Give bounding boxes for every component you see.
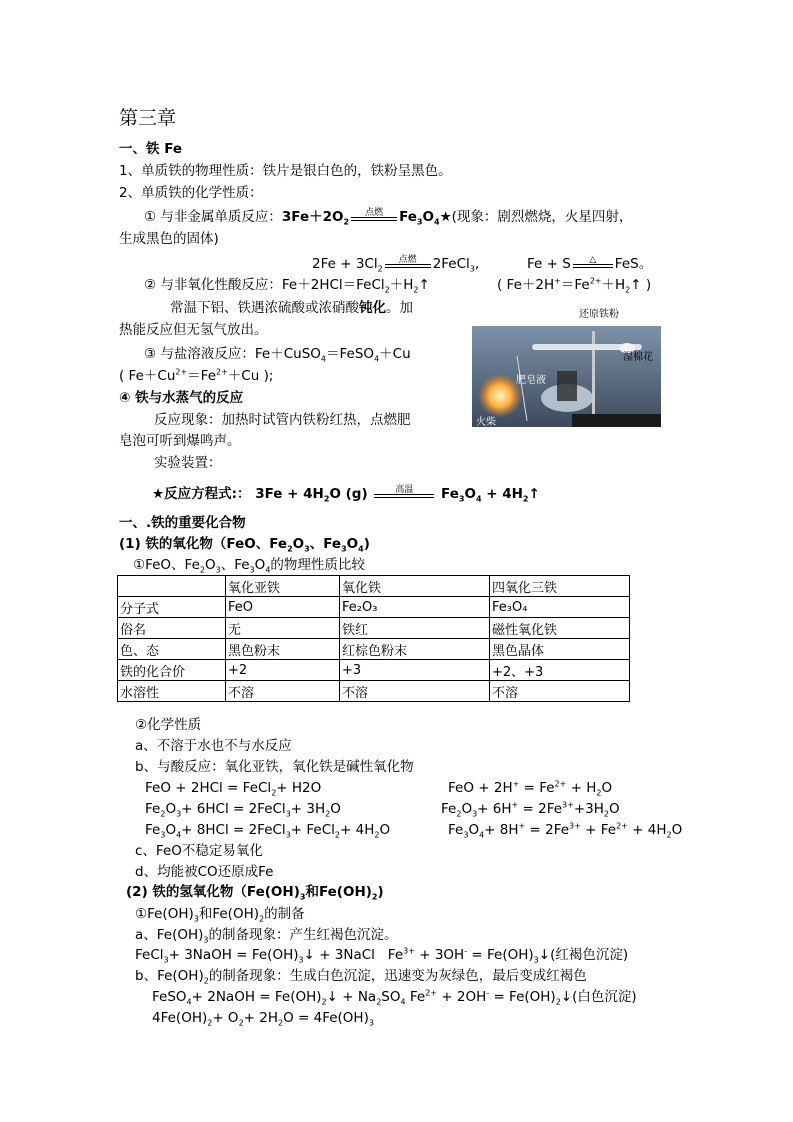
reaction-acid-equation: $Fe+2HCl=FeCl_2+H_2↑$ xyxy=(281,277,430,295)
photo-label-soap-solution: 肥皂液 xyxy=(516,375,546,386)
passivation-line2: 热能反应但无氢气放出。 xyxy=(119,322,268,338)
equation-feo-hcl: FeO + 2HCl = FeCl$_2$+ H2O xyxy=(145,780,322,798)
equation-iron-chlorine: $2Fe + 3Cl_2$ 点燃 2FeCl$_3$, xyxy=(312,255,480,274)
equation-fe2o3-hcl: $Fe_2O_3+ 6HCl$ = 2FeCl$_3$+ $3H_2O$ xyxy=(145,801,341,819)
table-cell: Fe₂O₃ xyxy=(340,597,490,618)
table-header-cell xyxy=(118,576,226,597)
item-a2: a、$Fe(OH)_3$的制备现象：产生红褐色沉淀。 xyxy=(135,927,398,945)
table-cell: 俗名 xyxy=(118,618,226,639)
table-header-cell: 四氧化三铁 xyxy=(490,576,630,597)
reaction-phenomenon: 反应现象：加热时试管内铁粉红热，点燃肥 xyxy=(154,412,411,428)
chapter-title: 第三章 xyxy=(119,107,177,129)
table-cell: 磁性氧化铁 xyxy=(490,618,630,639)
table-cell: 不溶 xyxy=(226,681,340,702)
photo-label-match: 火柴 xyxy=(476,417,496,428)
reaction-steam-heading: ④ 铁与水蒸气的反应 xyxy=(119,390,244,406)
compounds-heading: 一、.铁的重要化合物 xyxy=(119,515,246,531)
table-row xyxy=(118,681,630,702)
section-heading-iron: 一、铁 Fe xyxy=(119,141,183,157)
equation-fecl3-naoh: FeCl$_3$+ 3NaOH = $Fe(OH)_3↓$ + 3NaCl $Fe^{3+} + 3OH^-$ = $Fe(OH)_3↓$(红褐色沉淀) xyxy=(135,946,629,965)
reaction-salt-equation: Fe＋CuSO$_4$＝FeSO$_4$＋Cu xyxy=(254,346,411,364)
photo-label-wet-cotton: 湿棉花 xyxy=(623,352,653,363)
equation-fe3o4-ionic: $Fe_3O_4+ 8H^+ = 2Fe^{3+} + Fe^{2+} + 4H_2O$ xyxy=(448,821,683,840)
passivation-note: 常温下铝、铁遇浓硫酸或浓硝酸钝化。加 xyxy=(170,300,413,316)
table-cell: Fe₃O₄ xyxy=(490,597,630,618)
reaction-acid-ionic: ( $Fe+2H^+=Fe^{2+}+H_2↑$ ) xyxy=(497,276,652,295)
table-header-cell: 氧化铁 xyxy=(340,576,490,597)
item-a: a、不溶于水也不与水反应 xyxy=(135,738,292,754)
table-row xyxy=(118,597,630,618)
reaction-salt xyxy=(144,345,411,363)
equation-fe3o4-hcl: $Fe_3O_4+ 8HCl$ = 2FeCl$_3$+ FeCl$_2$+ $4H_2O$ xyxy=(145,822,391,840)
oxides-heading: (1) 铁的氧化物（FeO、$Fe_2O_3$、$Fe_3O_4$) xyxy=(119,536,370,554)
equation-feso4-naoh: FeSO$_4$+ 2NaOH = $Fe(OH)_2↓ + Na_2SO_4$ $Fe^{2+} + 2OH^-$ = $Fe(OH)_2↓$(白色沉淀) xyxy=(152,988,637,1007)
reaction-nonmetal-lhs: $3Fe+2O_2$ xyxy=(281,209,350,227)
table-cell: +2 xyxy=(226,660,340,681)
reaction-nonmetal-tail: ★(现象：剧烈燃烧，火星四射， xyxy=(439,209,633,225)
item-c: c、FeO不稳定易氧化 xyxy=(135,843,263,859)
reaction-nonmetal-rhs: $Fe_3O_4$ xyxy=(399,209,440,227)
photo-label-iron-powder: 还原铁粉 xyxy=(579,309,619,320)
reaction-nonmetal-label: ① 与非金属单质反应： xyxy=(144,209,282,225)
table-cell: 无 xyxy=(226,618,340,639)
item-d: d、均能被CO还原成Fe xyxy=(135,864,274,880)
table-cell: 分子式 xyxy=(118,597,226,618)
table-cell: +2、+3 xyxy=(490,660,630,681)
table-row xyxy=(118,639,630,660)
equation-fe2o3-ionic: $Fe_2O_3+ 6H^+ = 2Fe^{3+}+3H_2O$ xyxy=(441,800,620,819)
experiment-photo xyxy=(472,326,661,427)
table-header-row xyxy=(118,576,630,597)
equation-oxidation: $4Fe(OH)_2+ O_2+ 2H_2O = 4Fe(OH)_3$ xyxy=(152,1010,374,1028)
condition-arrow: 高温 xyxy=(374,484,434,502)
reaction-acid-label: ② 与非氧化性酸反应： xyxy=(144,277,282,293)
hydroxides-heading: (2) 铁的氢氧化物（$Fe(OH)_3$和$Fe(OH)_2$) xyxy=(126,884,384,902)
table-cell: 色、态 xyxy=(118,639,226,660)
reaction-salt-ionic: ( $Fe+Cu^{2+}=Fe^{2+}+Cu$ ); xyxy=(119,367,274,384)
apparatus-label: 实验装置： xyxy=(154,455,222,471)
equation-iron-sulfur: Fe + S △ FeS。 xyxy=(527,255,653,272)
oxide-comparison-table xyxy=(117,575,630,702)
hydroxides-prep-title: $①Fe(OH)_3$和$Fe(OH)_2$的制备 xyxy=(135,906,305,924)
reaction-phenomenon-line2: 皂泡可听到爆鸣声。 xyxy=(119,433,241,449)
table-cell: 铁红 xyxy=(340,618,490,639)
oxide-compare-caption: ①FeO、$Fe_2O_3$、$Fe_3O_4$的物理性质比较 xyxy=(133,557,365,575)
reaction-condition-arrow: 点燃 xyxy=(351,207,397,225)
chemical-properties-title: 2、单质铁的化学性质： xyxy=(119,185,263,201)
table-cell: 黑色晶体 xyxy=(490,639,630,660)
table-cell: FeO xyxy=(226,597,340,618)
reaction-acid xyxy=(144,276,430,294)
chemical-properties-label: ②化学性质 xyxy=(135,717,202,733)
equation-feo-ionic: FeO + $2H^+ = Fe^{2+} + H_2O$ xyxy=(448,779,613,798)
item-b: b、与酸反应：氧化亚铁，氧化铁是碱性氧化物 xyxy=(135,759,414,775)
item-b2: b、$Fe(OH)_2$的制备现象：生成白色沉淀，迅速变为灰绿色，最后变成红褐色 xyxy=(135,968,587,986)
reaction-nonmetal-line2: 生成黑色的固体) xyxy=(119,231,219,247)
table-row xyxy=(118,660,630,681)
table-cell: 不溶 xyxy=(490,681,630,702)
condition-arrow: 点燃 xyxy=(385,254,431,272)
reaction-salt-label: ③ 与盐溶液反应： xyxy=(144,346,255,362)
table-cell: 铁的化合价 xyxy=(118,660,226,681)
table-cell: +3 xyxy=(340,660,490,681)
table-header-cell: 氧化亚铁 xyxy=(226,576,340,597)
table-cell: 黑色粉末 xyxy=(226,639,340,660)
physical-properties: 1、单质铁的物理性质：铁片是银白色的，铁粉呈黑色。 xyxy=(119,163,452,179)
table-row xyxy=(118,618,630,639)
table-cell: 红棕色粉末 xyxy=(340,639,490,660)
steam-reaction-equation: ★反应方程式:： $3Fe + 4H_2O$ (g) 高温 $Fe_3O_4$ + $4H_2↑$ xyxy=(152,485,540,504)
condition-arrow: △ xyxy=(573,254,613,272)
table-cell: 水溶性 xyxy=(118,681,226,702)
table-cell: 不溶 xyxy=(340,681,490,702)
reaction-nonmetal xyxy=(144,207,632,226)
